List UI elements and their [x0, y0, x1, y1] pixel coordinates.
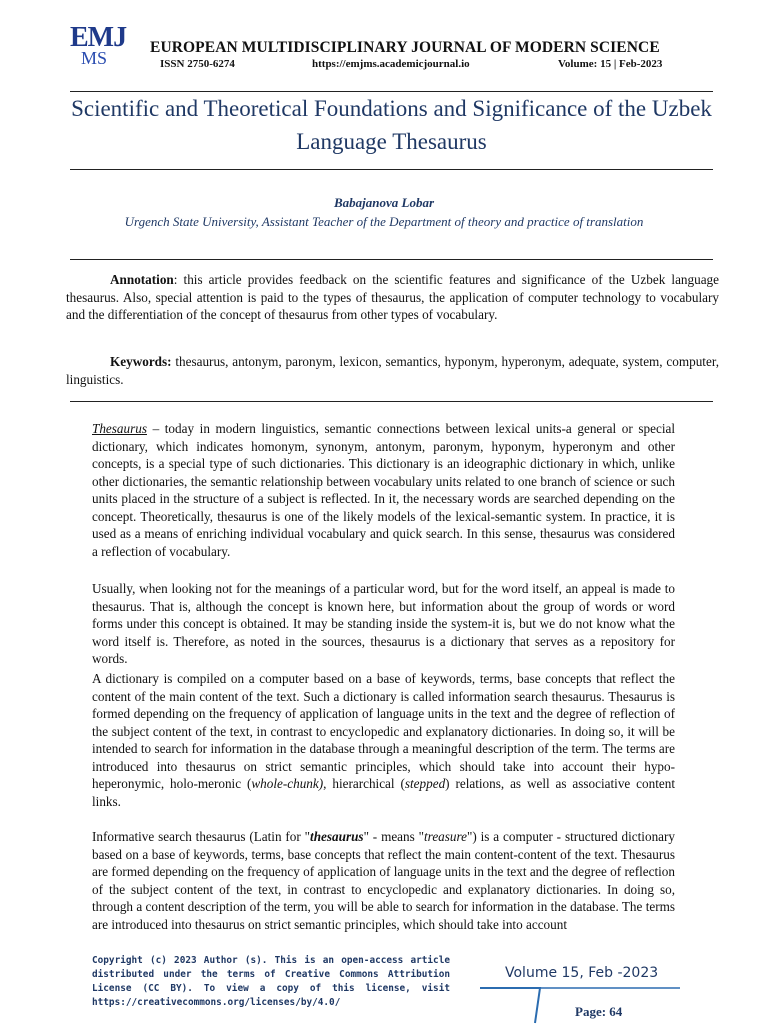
paragraph-text: ) relations, as well as associative content links.: [92, 776, 675, 809]
annotation-text: : this article provides feedback on the scientific features and significance of the Uzbek language thesaurus. Also, special attention is paid to the types of thesaurus, the application of computer technology to vocabulary and the differentiation of the concept of thesaurus from other types of vocabulary.: [66, 272, 719, 322]
body-paragraph: [92, 420, 675, 560]
journal-url[interactable]: https://emjms.academicjournal.io: [312, 58, 470, 70]
italic-term: whole-chunk): [251, 776, 324, 791]
paragraph-text: Informative search thesaurus (Latin for ": [92, 829, 311, 844]
author-name: Babajanova Lobar: [333, 195, 435, 210]
logo-top-text: EMJ: [70, 22, 127, 53]
author-affiliation: Urgench State University, Assistant Teacher of the Department of theory and practice of translation: [124, 214, 644, 229]
divider: [70, 259, 713, 260]
journal-logo: [70, 22, 130, 70]
annotation: [66, 271, 719, 324]
divider: [70, 401, 713, 402]
journal-title: EUROPEAN MULTIDISCIPLINARY JOURNAL OF MODERN SCIENCE: [150, 39, 660, 56]
issn: ISSN 2750-6274: [160, 58, 235, 70]
divider: [70, 169, 713, 170]
annotation-label: Annotation: [110, 272, 174, 287]
page-number: Page: 64: [575, 1004, 623, 1019]
italic-term: treasure: [424, 829, 467, 844]
article-title: Scientific and Theoretical Foundations and Significance of the Uzbek Language Thesaurus: [71, 96, 712, 154]
italic-term: stepped: [404, 776, 446, 791]
body-paragraph: [92, 670, 675, 810]
paragraph-text: A dictionary is compiled on a computer based on a base of keywords, terms, base concepts that reflect the content of the main content of the text. Such a dictionary is called information search thesaurus. Thesaurus is formed depending on the frequency of application of language units in the text and the degree of reflection of the subject content of the text, in contrast to encyclopedic and explanatory dictionaries. In doing so, it will be intended to search for information in the database through a meaningful description of the term. The terms are introduced into thesaurus on strict semantic principles, which should take into account their hypo-heperonymic, holo-meronic (: [92, 671, 675, 791]
keywords-label: Keywords:: [110, 354, 172, 369]
keywords: [66, 353, 719, 388]
logo-bottom-text: MS: [81, 48, 108, 68]
term-thesaurus: Thesaurus: [92, 421, 147, 436]
italic-term: thesaurus: [310, 829, 364, 844]
paragraph-text: " - means ": [363, 829, 425, 844]
body-paragraph: [92, 828, 675, 933]
volume-info: Volume: 15 | Feb-2023: [558, 58, 663, 70]
footer-volume: Volume 15, Feb -2023: [505, 965, 659, 981]
keywords-text: thesaurus, antonym, paronym, lexicon, semantics, hyponym, hyperonym, adequate, system, computer, linguistics.: [66, 354, 719, 387]
paragraph-text: ") is a computer - structured dictionary based on a base of keywords, terms, base concepts that reflect the main content-content of the text. Thesaurus are formed depending on the frequency of application of language units in the text and the degree of reflection of the subject content of the text, in contrast to encyclopedic and explanatory dictionaries. In doing so, through a content description of the term, you will be able to search for information in the database. The terms are introduced into thesaurus on strict semantic principles, which should take into account: [92, 829, 676, 932]
paragraph-text: , hierarchical (: [323, 776, 405, 791]
body-paragraph: Usually, when looking not for the meanings of a particular word, but for the word itself, an appeal is made to thesaurus. That is, although the concept is known here, but information about the group of words or word forms under this concept is obtained. It may be standing inside the system-it is, but we do not know what the word itself is. Therefore, as noted in the sources, thesaurus is a dictionary that serves as a repository for words.: [92, 581, 675, 666]
license-notice: Copyright (c) 2023 Author (s). This is an open-access article distributed under the terms of Creative Commons Attribution License (CC BY). To view a copy of this license, visit https://creativecommons.org/licenses/by/4.0/: [92, 955, 450, 1008]
paragraph-text: – today in modern linguistics, semantic connections between lexical units-a general or special dictionary, which indicates homonym, synonym, antonym, paronym, hyponym, hyperonym and other concepts, is a special type of such dictionaries. This dictionary is an ideographic dictionary in which, unlike other dictionaries, the semantic relationship between vocabulary units related to one branch of science or such units placed in the structure of a subject is reflected. In it, the necessary words are searched depending on the concept. Theoretically, thesaurus is one of the likely models of the lexical-semantic system. In practice, it is used as a means of enriching individual vocabulary and quick search. In this sense, thesaurus was considered a reflection of vocabulary.: [92, 421, 675, 559]
